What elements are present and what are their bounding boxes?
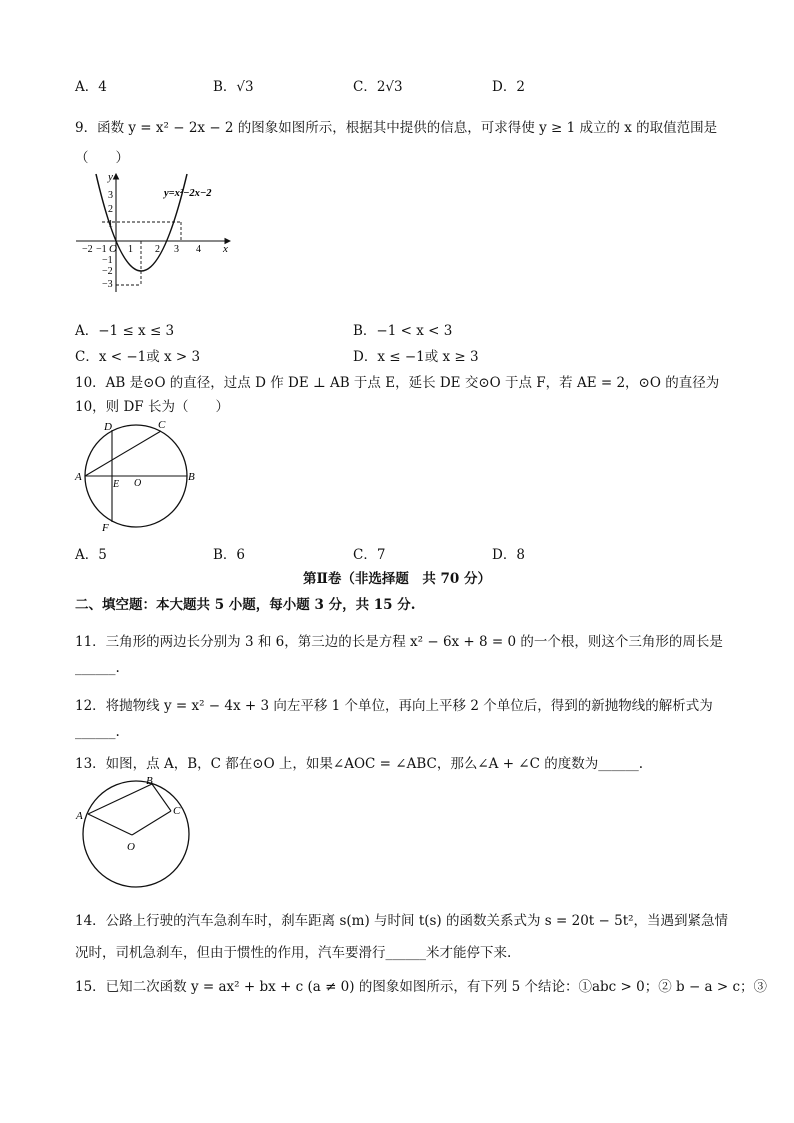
- point-label-o: O: [134, 478, 142, 489]
- q10-stem-line2: 10，则 DF 长为（ ）: [75, 399, 229, 415]
- axis-label-y: y: [108, 171, 113, 183]
- x-tick-label: 1: [128, 244, 133, 255]
- segment-ab: [88, 784, 152, 814]
- q9-option-d: D．x ≤ −1或 x ≥ 3: [353, 349, 479, 365]
- q13-line1: 13．如图，点 A，B，C 都在⊙O 上，如果∠AOC = ∠ABC，那么∠A + ∠C 的度数为______.: [75, 756, 644, 772]
- q9-parabola-figure: [72, 168, 242, 300]
- q9-answer-paren: （ ）: [75, 150, 129, 166]
- point-label-b: B: [188, 471, 195, 483]
- q11-line2: ______.: [75, 660, 120, 676]
- point-label-e: E: [113, 479, 120, 490]
- q12-line2: ______.: [75, 724, 120, 740]
- section-title: 第Ⅱ卷（非选择题 共 70 分）: [302, 571, 492, 587]
- q9-option-c: C．x < −1或 x > 3: [75, 349, 201, 365]
- y-tick-label: −1: [102, 255, 113, 266]
- q14-line1: 14．公路上行驶的汽车急刹车时，刹车距离 s(m) 与时间 t(s) 的函数关系式为 s = 20t − 5t²，当遇到紧急情: [75, 913, 729, 929]
- x-tick-label: −2: [82, 244, 93, 255]
- y-tick-label: 3: [108, 190, 113, 201]
- axis-label-x: x: [223, 243, 228, 255]
- origin-label: O: [109, 243, 117, 255]
- q11-line1: 11．三角形的两边长分别为 3 和 6，第三边的长是方程 x² − 6x + 8 = 0 的一个根，则这个三角形的周长是: [75, 634, 723, 650]
- x-tick-label: 2: [155, 244, 160, 255]
- q14-line2: 况时，司机急刹车，但由于惯性的作用，汽车要滑行______米才能停下来.: [75, 945, 512, 961]
- y-tick-label: 1: [108, 219, 113, 230]
- x-tick-label: −1: [96, 244, 107, 255]
- segment-ao: [88, 814, 132, 835]
- segment-oc: [132, 811, 171, 835]
- q10-option-b: B．6: [213, 547, 246, 563]
- point-label-c: C: [158, 419, 166, 431]
- q10-circle-figure: [72, 418, 202, 534]
- q9-option-b: B．−1 < x < 3: [353, 323, 453, 339]
- q10-option-a: A．5: [75, 547, 107, 563]
- q13-circle-figure: [72, 774, 194, 894]
- q9-option-a: A．−1 ≤ x ≤ 3: [75, 323, 175, 339]
- point-label-f: F: [102, 522, 109, 534]
- point-label-o: O: [127, 841, 135, 853]
- point-label-c: C: [173, 805, 181, 817]
- q10-option-c: C．7: [353, 547, 386, 563]
- x-tick-label: 4: [196, 244, 201, 255]
- q8-option-b: B．√3: [213, 79, 254, 95]
- point-label-d: D: [104, 421, 112, 433]
- q12-line1: 12．将抛物线 y = x² − 4x + 3 向左平移 1 个单位，再向上平移 2 个单位后，得到的新抛物线的解析式为: [75, 698, 713, 714]
- point-label-a: A: [76, 810, 83, 822]
- q8-option-c: C．2√3: [353, 79, 403, 95]
- x-tick-label: 3: [174, 244, 179, 255]
- point-label-a: A: [75, 471, 82, 483]
- y-tick-label: −2: [102, 266, 113, 277]
- q10-stem-line1: 10．AB 是⊙O 的直径，过点 D 作 DE ⊥ AB 于点 E，延长 DE 交⊙O 于点 F，若 AE = 2，⊙O 的直径为: [75, 375, 720, 391]
- circle-o: [83, 781, 189, 887]
- q8-option-a: A．4: [75, 79, 107, 95]
- curve-label: y=x²−2x−2: [164, 188, 212, 199]
- q8-option-d: D．2: [492, 79, 525, 95]
- y-tick-label: 2: [108, 204, 113, 215]
- chord-ac: [85, 431, 161, 476]
- y-tick-label: −3: [102, 279, 113, 290]
- q9-stem: 9．函数 y = x² − 2x − 2 的图象如图所示，根据其中提供的信息，可求得使 y ≥ 1 成立的 x 的取值范围是: [75, 120, 718, 136]
- point-label-b: B: [146, 775, 153, 787]
- section-part-heading: 二、填空题：本大题共 5 小题，每小题 3 分，共 15 分.: [75, 597, 416, 613]
- q10-option-d: D．8: [492, 547, 525, 563]
- q15-line1: 15．已知二次函数 y = ax² + bx + c (a ≠ 0) 的图象如图所示，有下列 5 个结论：①abc > 0；② b − a > c；③: [75, 979, 768, 995]
